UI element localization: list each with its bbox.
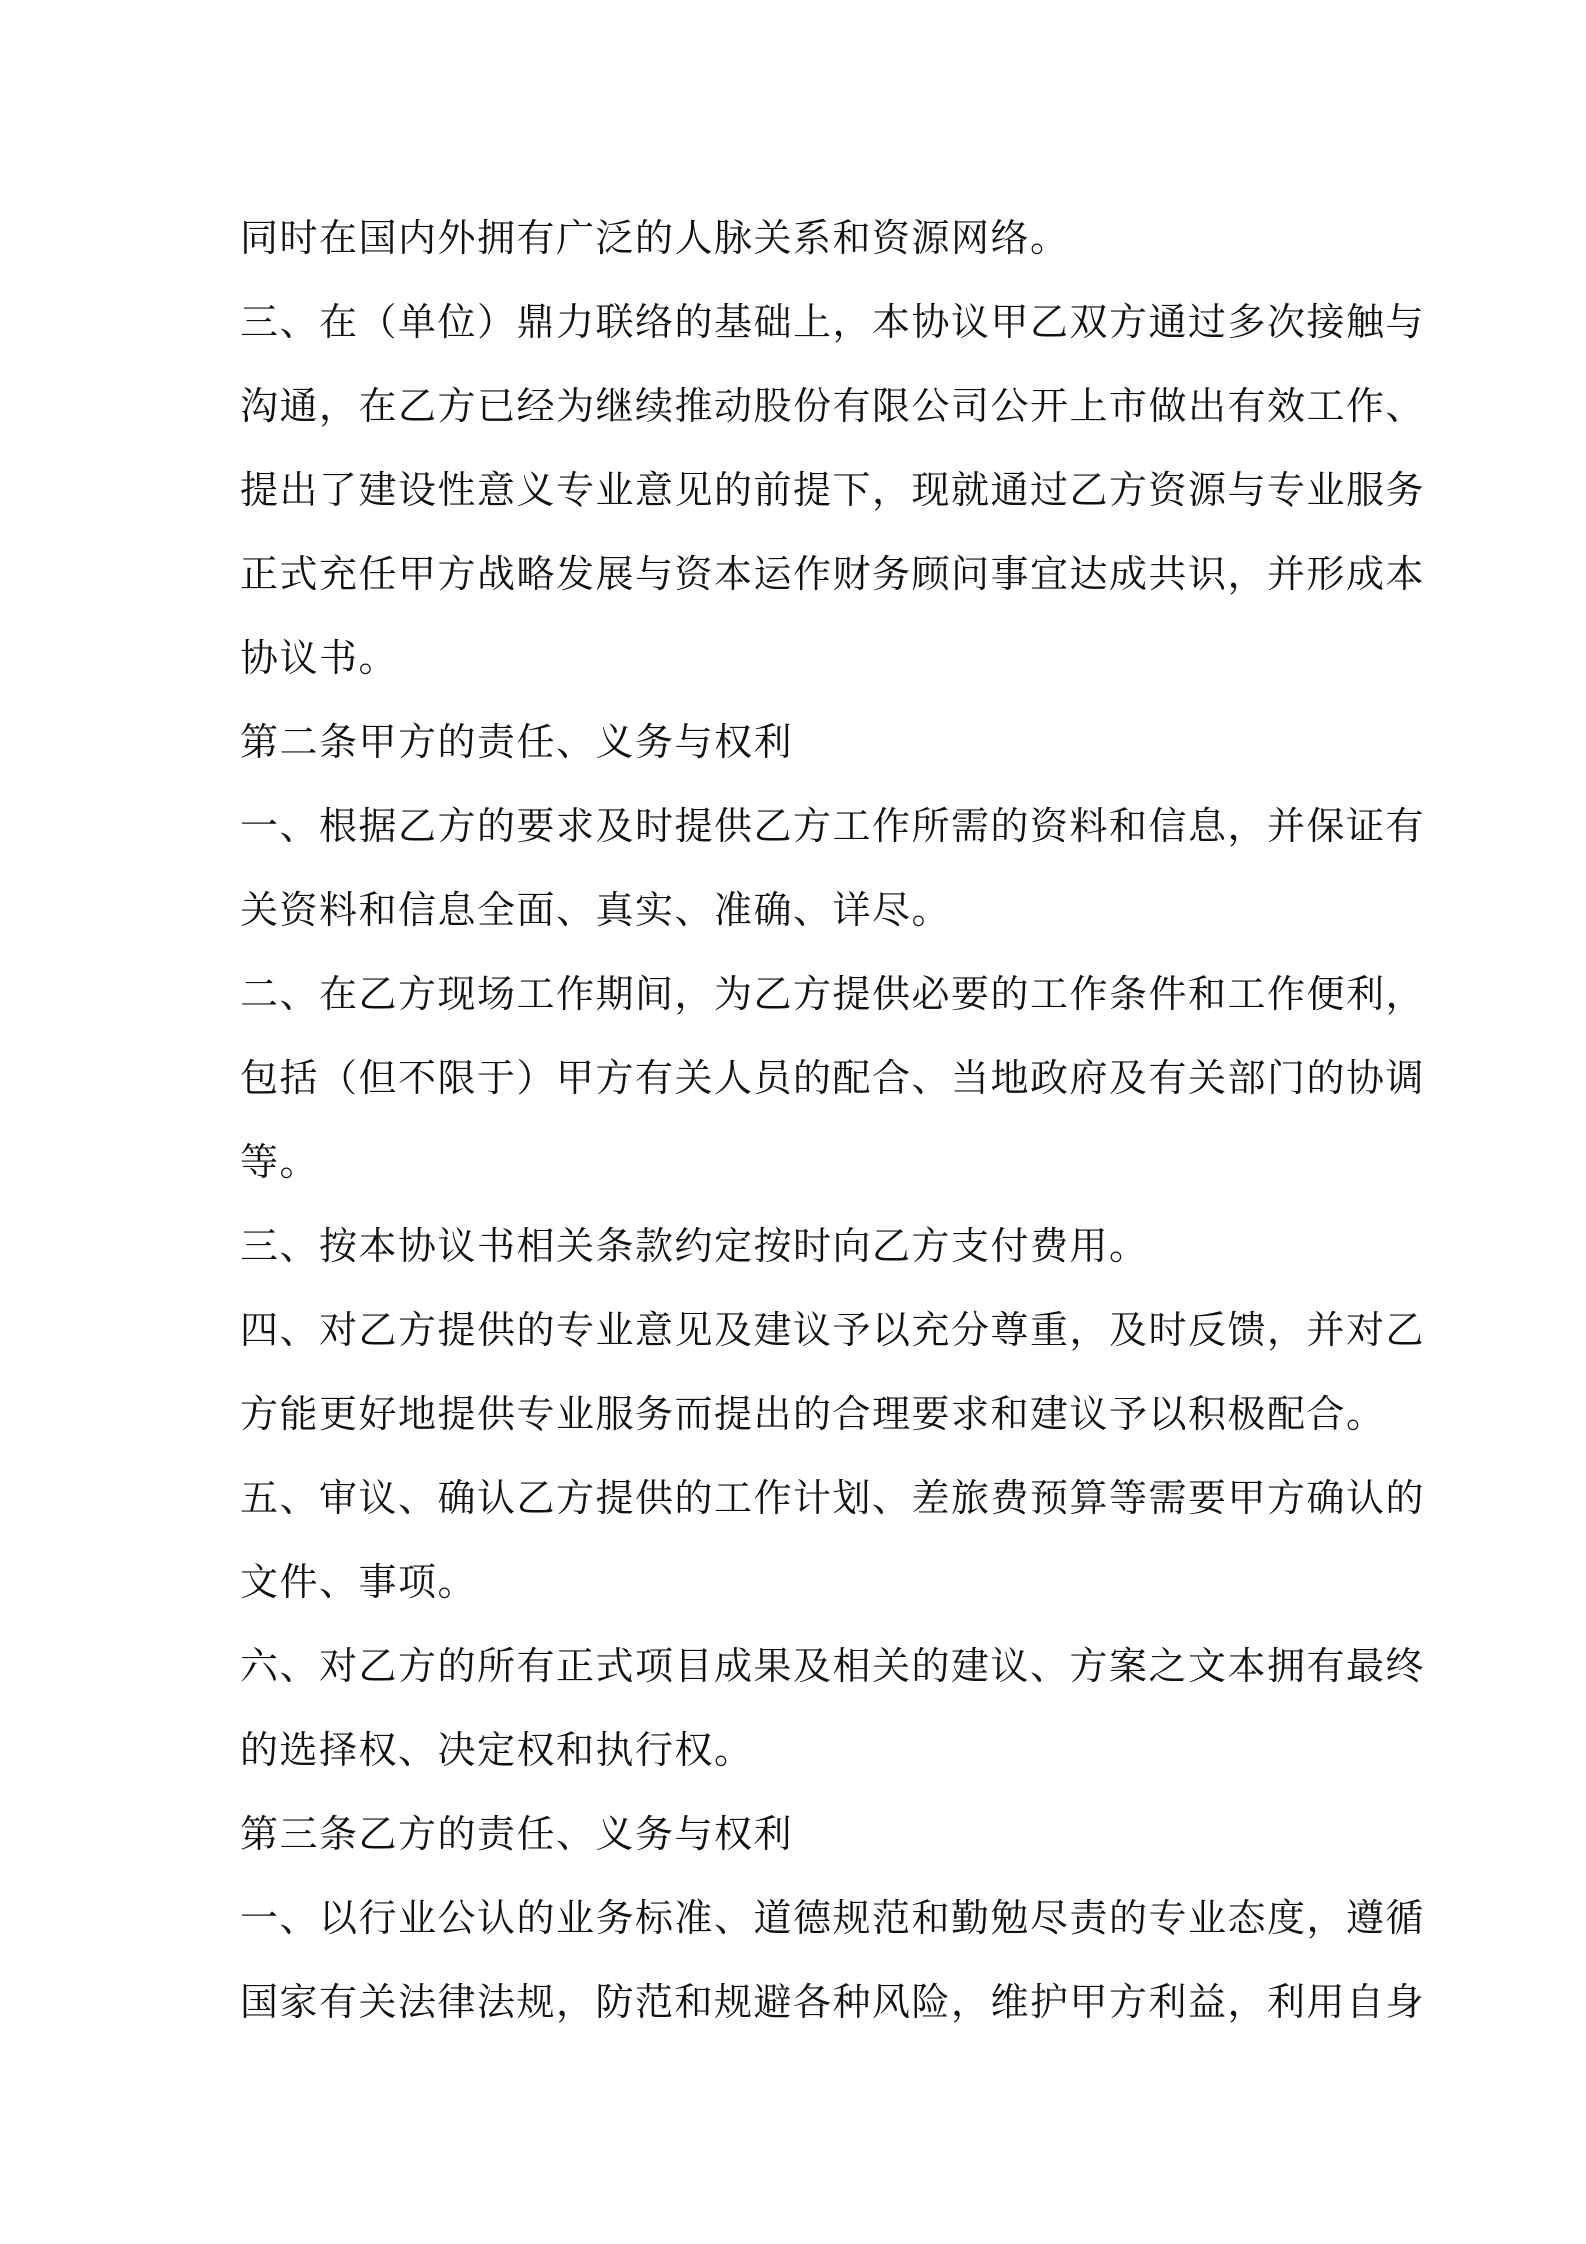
- text-line: 提出了建设性意义专业意见的前提下，现就通过乙方资源与专业服务: [240, 468, 1426, 512]
- text-line: 文件、事项。: [240, 1560, 478, 1604]
- text-line: 正式充任甲方战略发展与资本运作财务顾问事宜达成共识，并形成本: [240, 552, 1426, 596]
- text-line: 五、审议、确认乙方提供的工作计划、差旅费预算等需要甲方确认的: [240, 1476, 1426, 1520]
- section-heading: 第三条乙方的责任、义务与权利: [240, 1812, 794, 1856]
- text-line: 沟通，在乙方已经为继续推动股份有限公司公开上市做出有效工作、: [240, 384, 1426, 428]
- text-line: 的选择权、决定权和执行权。: [240, 1728, 754, 1772]
- text-line: 六、对乙方的所有正式项目成果及相关的建议、方案之文本拥有最终: [240, 1644, 1426, 1688]
- text-line: 四、对乙方提供的专业意见及建议予以充分尊重，及时反馈，并对乙: [240, 1308, 1426, 1352]
- text-line: 三、在（单位）鼎力联络的基础上，本协议甲乙双方通过多次接触与: [240, 300, 1426, 344]
- text-line: 同时在国内外拥有广泛的人脉关系和资源网络。: [240, 216, 1070, 260]
- text-line: 等。: [240, 1140, 320, 1184]
- document-page: [240, 196, 1426, 2044]
- text-line: 三、按本协议书相关条款约定按时向乙方支付费用。: [240, 1224, 1149, 1268]
- text-line: 方能更好地提供专业服务而提出的合理要求和建议予以积极配合。: [240, 1392, 1386, 1436]
- text-line: 二、在乙方现场工作期间，为乙方提供必要的工作条件和工作便利，: [240, 972, 1426, 1016]
- text-line: 一、以行业公认的业务标准、道德规范和勤勉尽责的专业态度，遵循: [240, 1896, 1426, 1940]
- text-line: 包括（但不限于）甲方有关人员的配合、当地政府及有关部门的协调: [240, 1056, 1426, 1100]
- text-line: 一、根据乙方的要求及时提供乙方工作所需的资料和信息，并保证有: [240, 804, 1426, 848]
- section-heading: 第二条甲方的责任、义务与权利: [240, 720, 794, 764]
- text-line: 国家有关法律法规，防范和规避各种风险，维护甲方利益，利用自身: [240, 1980, 1426, 2024]
- text-line: 关资料和信息全面、真实、准确、详尽。: [240, 888, 952, 932]
- text-line: 协议书。: [240, 636, 399, 680]
